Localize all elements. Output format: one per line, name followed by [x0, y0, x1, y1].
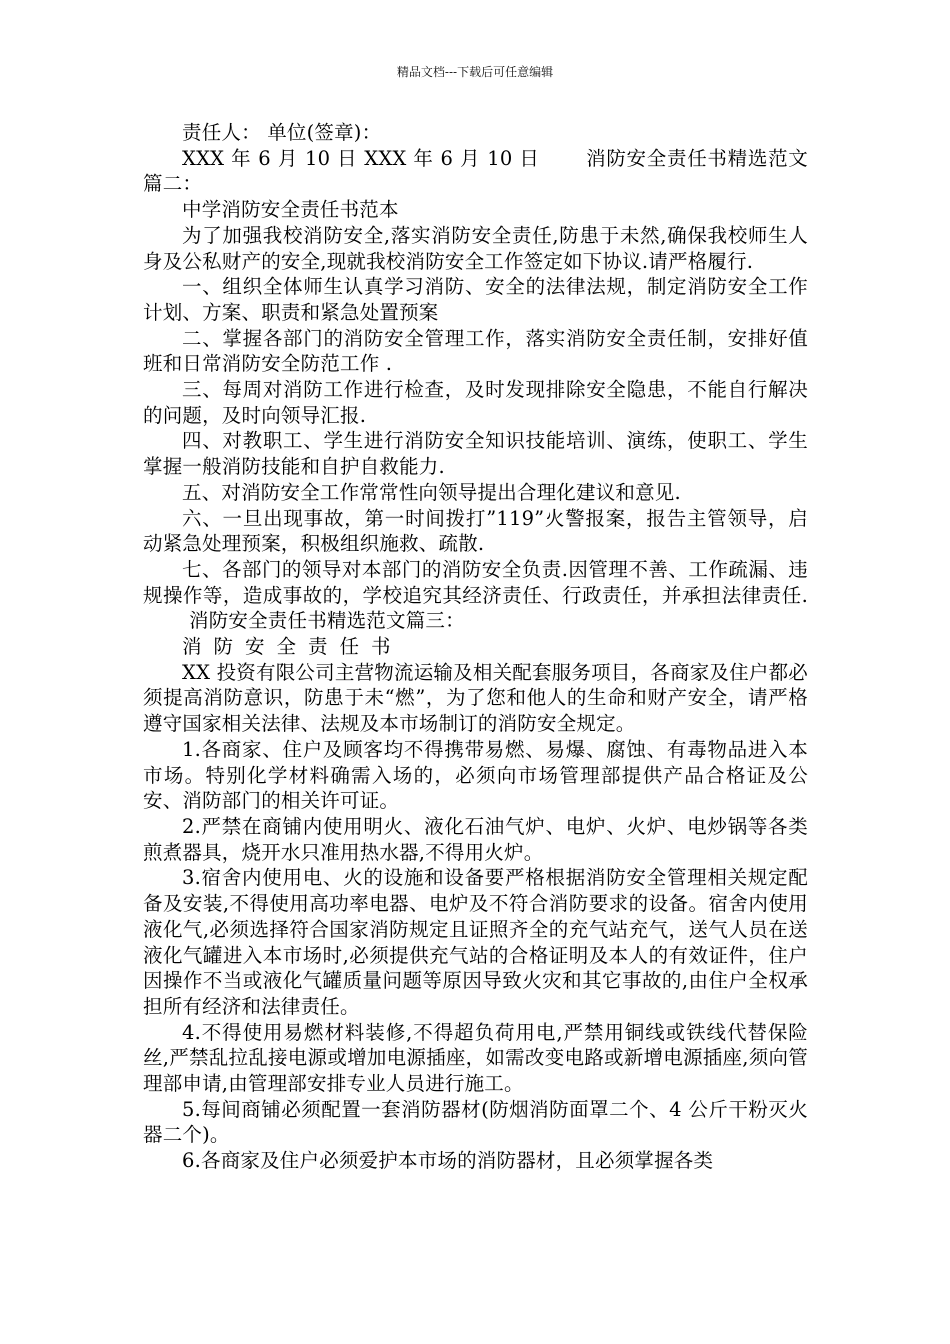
- date-line: [143, 146, 808, 197]
- rule-4: [143, 1020, 808, 1097]
- clause-3: [143, 377, 808, 428]
- preamble-paragraph: [143, 660, 808, 737]
- document-title: [143, 634, 808, 660]
- rule-text: 3.宿舍内使用电、火的设施和设备要严格根据消防安全管理相关规定配备及安装,不得使用高功率电器、电炉及不符合消防要求的设备。宿舍内使用液化气,必须选择符合国家消防规定且证照齐全的充气站充气，送气人员在送液化气罐进入本市场时,必须提供充气站的合格证明及本人的有效证件，住户因操作不当或液化气罐质量问题等原因导致火灾和其它事故的,由住户全权承担所有经济和法律责任。: [143, 866, 808, 1018]
- clause-1: [143, 274, 808, 325]
- rule-5: [143, 1097, 808, 1148]
- signature-text: 责任人： 单位(签章)：: [182, 121, 382, 144]
- rule-2: [143, 814, 808, 865]
- rule-6: [143, 1148, 808, 1174]
- section-heading-two: 消防安全责任书精选范文篇二：: [143, 146, 809, 196]
- clause-7: [143, 557, 808, 634]
- rule-1: [143, 737, 808, 814]
- rule-text: 1.各商家、住户及顾客均不得携带易燃、易爆、腐蚀、有毒物品进入本市场。特别化学材料确需入场的，必须向市场管理部提供产品合格证及公安、消防部门的相关许可证。: [143, 737, 808, 813]
- intro-paragraph: [143, 223, 808, 274]
- rule-text: 2.严禁在商铺内使用明火、液化石油气炉、电炉、火炉、电炒锅等各类煎煮器具，烧开水只准用热水器,不得用火炉。: [143, 814, 808, 864]
- page-header: 精品文档---下载后可任意编辑: [396, 65, 554, 79]
- clause-5: [143, 480, 808, 506]
- clause-text: 五、对消防安全工作常常性向领导提出合理化建议和意见.: [182, 480, 681, 504]
- rule-text: 4.不得使用易燃材料装修,不得超负荷用电,严禁用铜线或铁线代替保险丝,严禁乱拉乱接电源或增加电源插座，如需改变电路或新增电源插座,须向管理部申请,由管理部安排专业人员进行施工。: [143, 1020, 808, 1096]
- date-text: XXX 年 6 月 10 日 XXX 年 6 月 10 日: [182, 146, 540, 170]
- rule-3: [143, 865, 808, 1019]
- clause-text: 一、组织全体师生认真学习消防、安全的法律法规，制定消防安全工作计划、方案、职责和紧急处置预案: [143, 275, 808, 324]
- clause-4: [143, 428, 808, 479]
- clause-6: [143, 506, 808, 557]
- subtitle-text: 中学消防安全责任书范本: [182, 198, 399, 222]
- clause-text: 三、每周对消防工作进行检查，及时发现排除安全隐患，不能自行解决的问题，及时向领导汇报.: [143, 378, 808, 427]
- clause-text: 二、掌握各部门的消防安全管理工作，落实消防安全责任制，安排好值班和日常消防安全防范工作 .: [143, 326, 808, 376]
- clause-text: 七、各部门的领导对本部门的消防安全负责.因管理不善、工作疏漏、违规操作等，造成事故的，学校追究其经济责任、行政责任，并承担法律责任.: [143, 557, 808, 607]
- section-heading-three: 消防安全责任书精选范文篇三：: [189, 609, 465, 633]
- clause-text: 四、对教职工、学生进行消防安全知识技能培训、演练，使职工、学生掌握一般消防技能和自护自救能力.: [143, 429, 808, 479]
- signature-line: [143, 120, 808, 146]
- clause-text: 六、一旦出现事故，第一时间拨打”119”火警报案，报告主管领导，启动紧急处理预案，积极组织施救、疏散.: [143, 506, 808, 556]
- intro-text: 为了加强我校消防安全,落实消防安全责任,防患于未然,确保我校师生人身及公私财产的安全,现就我校消防安全工作签定如下协议.请严格履行.: [143, 223, 808, 273]
- subtitle: [143, 197, 808, 223]
- document-body: [143, 120, 808, 1174]
- rule-text: 6.各商家及住户必须爱护本市场的消防器材，且必须掌握各类: [182, 1149, 714, 1173]
- clause-2: [143, 326, 808, 377]
- preamble-text: XX 投资有限公司主营物流运输及相关配套服务项目，各商家及住户都必须提高消防意识，防患于未“燃”，为了您和他人的生命和财产安全，请严格遵守国家相关法律、法规及本市场制订的消防安全规定。: [143, 660, 808, 736]
- document-title-text: 消防安全责任书: [182, 635, 403, 659]
- rule-text: 5.每间商铺必须配置一套消防器材(防烟消防面罩二个、4 公斤干粉灭火器二个)。: [143, 1097, 808, 1147]
